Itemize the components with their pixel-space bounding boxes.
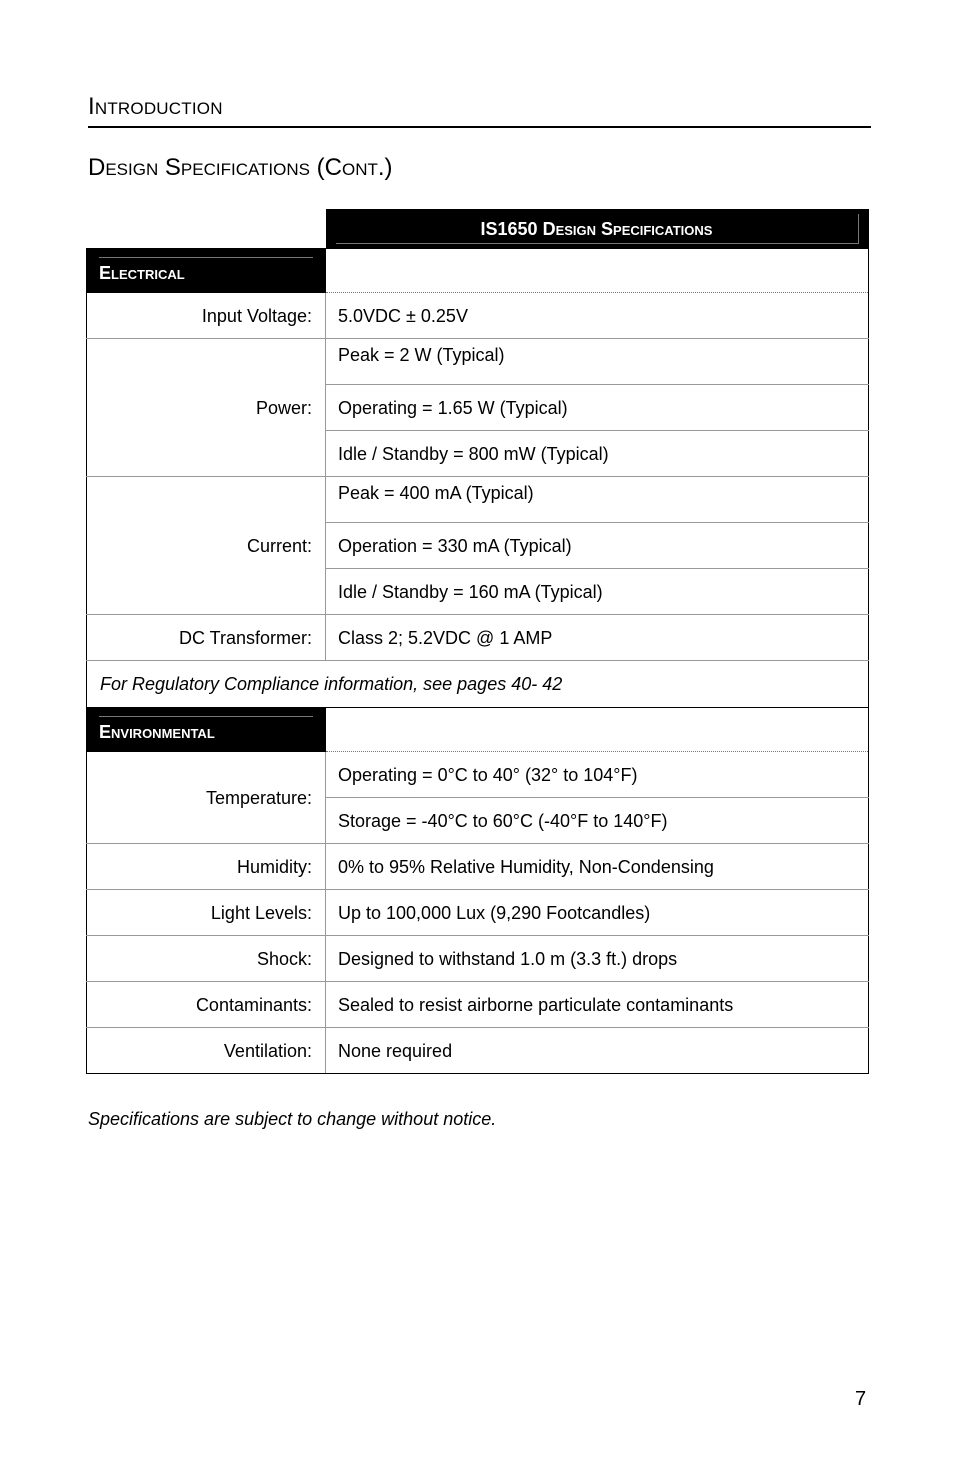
spec-value: 0% to 95% Relative Humidity, Non-Condensing bbox=[326, 844, 869, 890]
table-row bbox=[87, 982, 869, 1028]
compliance-note: For Regulatory Compliance information, see pages 40- 42 bbox=[87, 661, 869, 708]
table-row bbox=[87, 936, 869, 982]
spec-value: Designed to withstand 1.0 m (3.3 ft.) drops bbox=[326, 936, 869, 982]
spec-label: Current: bbox=[87, 477, 326, 615]
spec-value: Up to 100,000 Lux (9,290 Footcandles) bbox=[326, 890, 869, 936]
category-environmental bbox=[87, 708, 326, 752]
spec-label: Ventilation: bbox=[87, 1028, 326, 1074]
header-spacer bbox=[87, 209, 326, 249]
spec-label: Power: bbox=[87, 339, 326, 477]
category-electrical-text: Electrical bbox=[99, 257, 313, 284]
footnote: Specifications are subject to change without notice. bbox=[88, 1109, 497, 1129]
spec-value: Class 2; 5.2VDC @ 1 AMP bbox=[326, 615, 869, 661]
spec-value: Storage = -40°C to 60°C (-40°F to 140°F) bbox=[326, 798, 869, 844]
spec-value: None required bbox=[326, 1028, 869, 1074]
table-row bbox=[87, 293, 869, 339]
spec-label: Contaminants: bbox=[87, 982, 326, 1028]
table-header-row bbox=[87, 209, 869, 249]
spec-label: Shock: bbox=[87, 936, 326, 982]
spec-label: Input Voltage: bbox=[87, 293, 326, 339]
spec-value: Sealed to resist airborne particulate contaminants bbox=[326, 982, 869, 1028]
spec-value: Idle / Standby = 160 mA (Typical) bbox=[326, 569, 869, 615]
spec-label: DC Transformer: bbox=[87, 615, 326, 661]
category-row-electrical bbox=[87, 249, 869, 293]
table-header bbox=[326, 209, 869, 249]
spec-label: Humidity: bbox=[87, 844, 326, 890]
table-row bbox=[87, 615, 869, 661]
section-title: Introduction bbox=[88, 92, 871, 128]
table-row bbox=[87, 1028, 869, 1074]
category-row-environmental bbox=[87, 708, 869, 752]
spec-label: Light Levels: bbox=[87, 890, 326, 936]
table-header-text: IS1650 Design Specifications bbox=[336, 214, 859, 244]
category-electrical bbox=[87, 249, 326, 293]
spec-table bbox=[86, 209, 869, 1074]
spec-value: 5.0VDC ± 0.25V bbox=[326, 293, 869, 339]
table-row bbox=[87, 339, 869, 385]
category-environmental-text: Environmental bbox=[99, 716, 313, 743]
spec-value: Idle / Standby = 800 mW (Typical) bbox=[326, 431, 869, 477]
compliance-note-row bbox=[87, 661, 869, 708]
table-row bbox=[87, 844, 869, 890]
spec-value: Operation = 330 mA (Typical) bbox=[326, 523, 869, 569]
spec-value: Operating = 0°C to 40° (32° to 104°F) bbox=[326, 752, 869, 798]
table-row bbox=[87, 752, 869, 798]
spec-value: Peak = 400 mA (Typical) bbox=[326, 477, 869, 523]
page-number: 7 bbox=[855, 1388, 867, 1410]
subsection-title: Design Specifications (Cont.) bbox=[88, 154, 393, 181]
table-row bbox=[87, 890, 869, 936]
spec-value: Peak = 2 W (Typical) bbox=[326, 339, 869, 385]
table-row bbox=[87, 477, 869, 523]
spec-value: Operating = 1.65 W (Typical) bbox=[326, 385, 869, 431]
category-spacer bbox=[326, 249, 869, 293]
spec-label: Temperature: bbox=[87, 752, 326, 844]
category-spacer bbox=[326, 708, 869, 752]
